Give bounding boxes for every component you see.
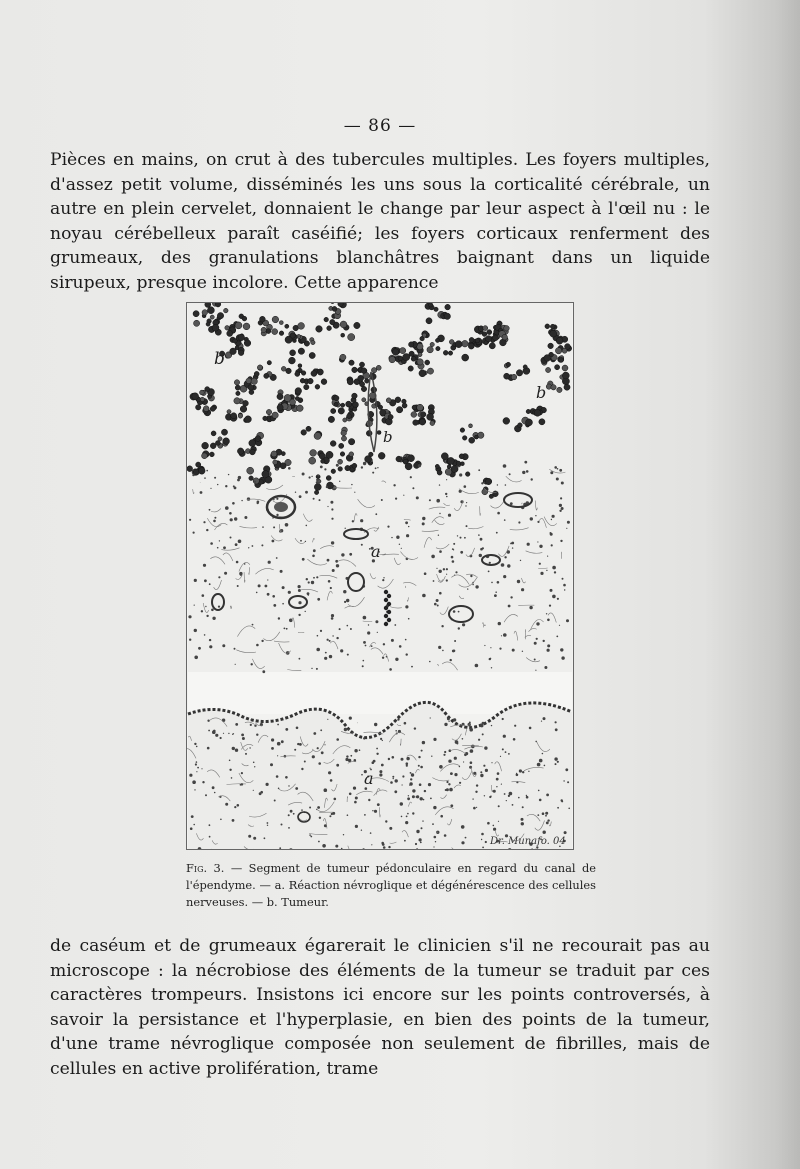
- paragraph-bottom: de caséum et de grumeaux égarerait le clinicien s'il ne recourait pas au microscope : la nécrobiose des éléments de la tumeur se traduit par ces caractères trompeurs. Insistons ici encore sur les points controversés, à savoir la persistance et l'hyperplasie, en bien des points de la tumeur, d'une trame névroglique composée non seulement de fibrilles, mais de cellules en active prolifération, trame: [50, 936, 710, 1079]
- label-b-left: b: [214, 349, 225, 369]
- paragraph-top: Pièces en mains, on crut à des tubercules multiples. Les foyers multiples, d'assez petit volume, disséminés les uns sous la corticalité cérébrale, un autre en plein cervelet, donnaient le change par leur aspect à l'œil nu : le noyau cérébelleux paraît caséifié; les foyers corticaux renferment des grumeaux, des granulations blanchâtres baignant dans un liquide sirupeux, presque incolore. Cette apparence: [50, 150, 710, 293]
- figure-caption: [186, 860, 596, 911]
- artist-signature: Dr. Munafo. 04: [490, 836, 566, 847]
- caption-label: Fig. 3.: [186, 861, 225, 875]
- label-a-upper: a: [371, 542, 381, 561]
- label-a-lower: a: [364, 769, 374, 788]
- label-b-right: b: [536, 383, 547, 402]
- caption-text: — Segment de tumeur pédonculaire en regard du canal de l'épendyme. — a. Réaction névroglique et dégénérescence des cellules nerveuses. — b. Tumeur.: [186, 861, 596, 909]
- histology-figure: [186, 302, 574, 850]
- label-b-center: b: [383, 428, 393, 446]
- page-number: — 86 —: [343, 116, 417, 136]
